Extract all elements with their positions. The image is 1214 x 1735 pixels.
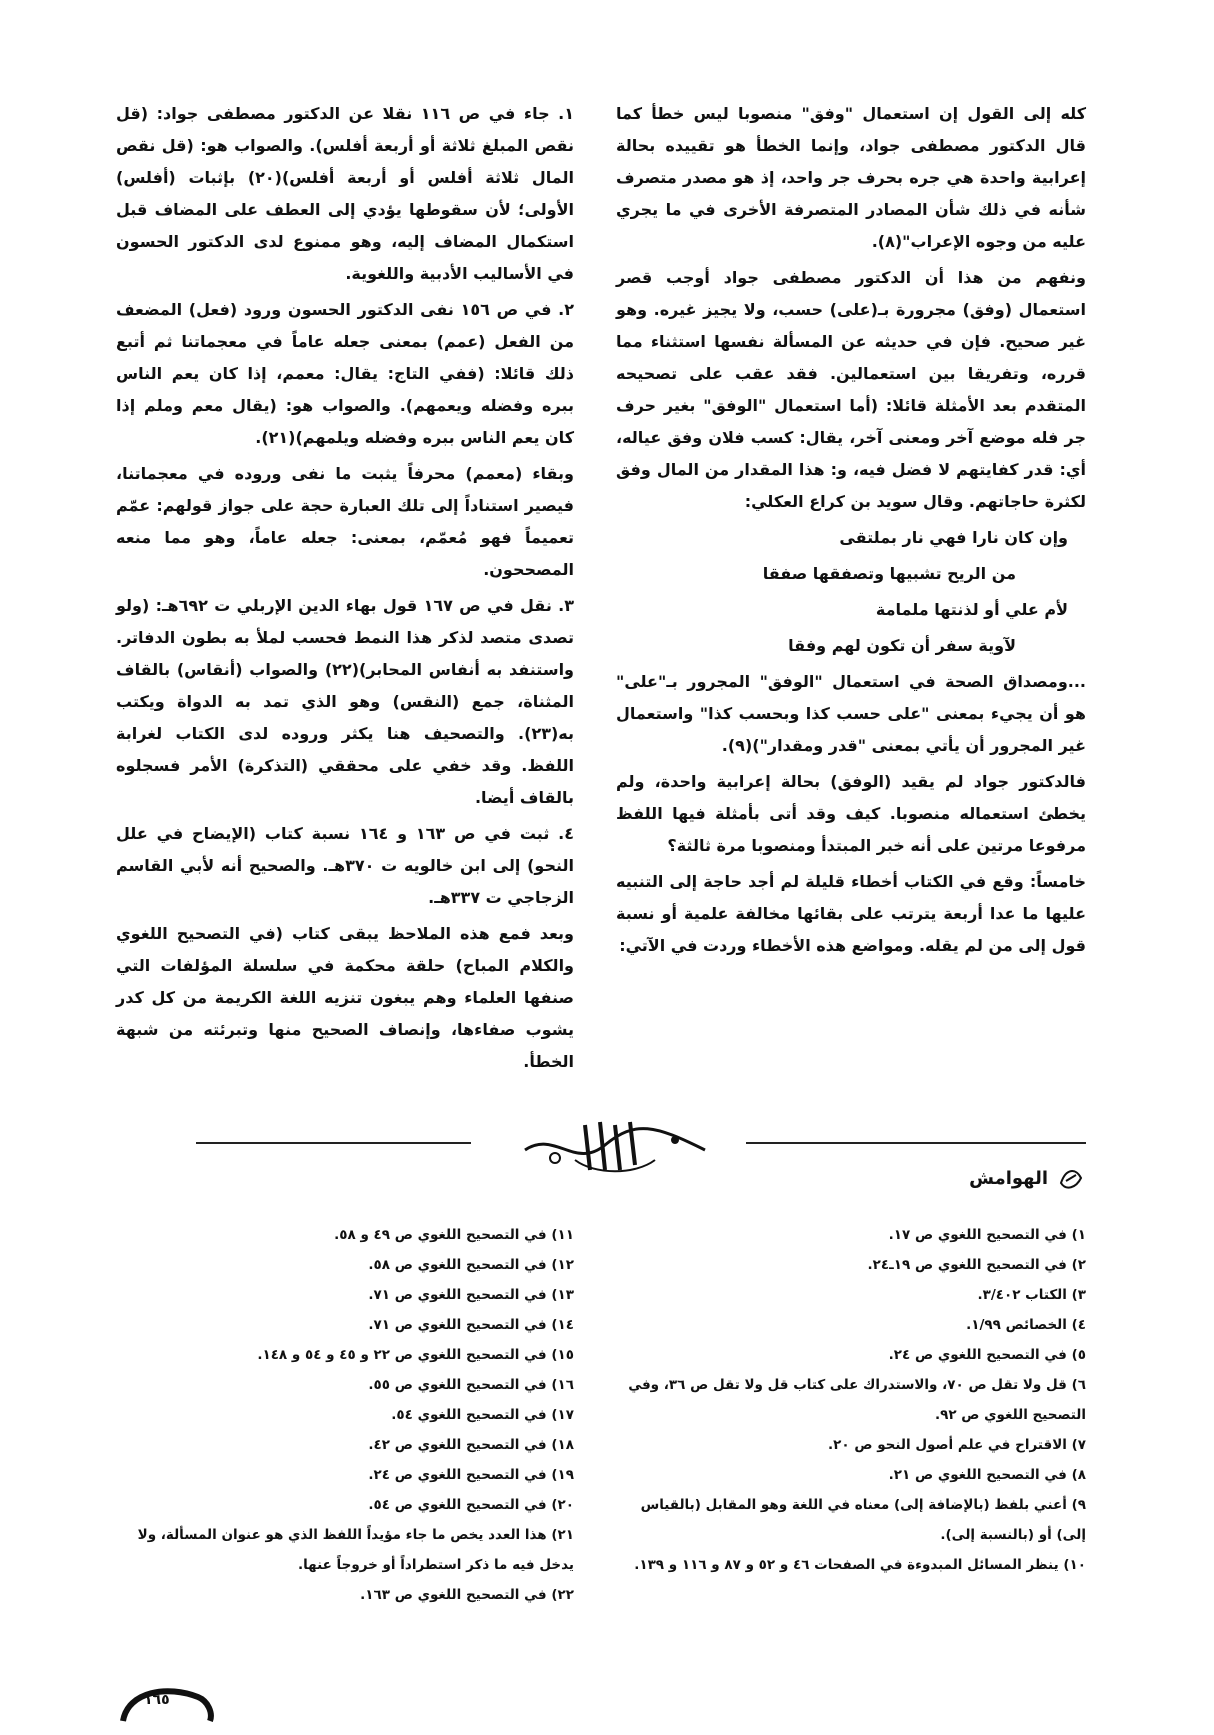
divider-line	[746, 1142, 1086, 1144]
footnote-item: ٨) في التصحيح اللغوي ص ٢١.	[888, 1467, 1086, 1483]
footnotes-list-left	[114, 1220, 574, 1610]
footnote-item: ٦) قل ولا تقل ص ٧٠، والاستدراك على كتاب قل ولا تقل ص ٣٦، وفي التصحيح اللغوي ص ٩٢.	[628, 1377, 1086, 1423]
paragraph: ٢. في ص ١٥٦ نفى الدكتور الحسون ورود (فعل) المضعف من الفعل (عمم) بمعنى جعله عاماً في معجماتنا ثم أتبع ذلك قائلا: (ففي التاج: يقال: معمم، إذا كان يعم الناس ببره وفضله ويعمهم). والصواب هو: (يقال معم وملم إذا كان يعم الناس ببره وفضله ويلمهم)(٢١).	[116, 300, 575, 447]
footnote-item: ٢٢) في التصحيح اللغوي ص ١٦٣.	[360, 1587, 574, 1603]
footnote-item: ١١) في التصحيح اللغوي ص ٤٩ و ٥٨.	[334, 1227, 574, 1243]
verse-line: من الريح تشبيها وتصفقها صفقا	[762, 564, 1016, 583]
footnote-item: ١٤) في التصحيح اللغوي ص ٧١.	[368, 1317, 574, 1333]
paragraph: وبعد فمع هذه الملاحظ يبقى كتاب (في التصحيح اللغوي والكلام المباح) حلقة محكمة في سلسلة المؤلفات التي صنفها العلماء وهم يبغون تنزيه اللغة الكريمة من كل كدر يشوب صفاءها، وإنصاف الصحيح منها وتبرئته من شبهة الخطأ.	[116, 924, 574, 1071]
page-number-text: ١٦٥	[144, 1692, 170, 1708]
footnotes-heading	[969, 1163, 1086, 1193]
footnotes-list-right	[616, 1220, 1086, 1580]
paragraph: خامساً: وقع في الكتاب أخطاء قليلة لم أجد حاجة إلى التنبيه عليها ما عدا أربعة يترتب على بقائها مخالفة علمية أو نسبة قول إلى من لم يقله. ومواضع هذه الأخطاء وردت في الآتي:	[616, 872, 1086, 955]
footnote-item: ٢) في التصحيح اللغوي ص ١٩ـ٢٤.	[867, 1257, 1086, 1273]
footnote-item: ٢١) هذا العدد يخص ما جاء مؤيداً اللفظ الذي هو عنوان المسألة، ولا يدخل فيه ما ذكر استطراداً أو خروجاً عنها.	[137, 1527, 574, 1573]
verse-line: لأم علي أو لذنتها ملمامة	[875, 600, 1068, 619]
paragraph: ونفهم من هذا أن الدكتور مصطفى جواد أوجب قصر استعمال (وفق) مجرورة بـ(على) حسب، ولا يجيز غيره. وهو غير صحيح. فإن في حديثه عن المسألة نفسها استثناء مما قرره، وتفريقا بين استعمالين. فقد عقب على تصحيحه المتقدم بعد الأمثلة قائلا: (أما استعمال "الوفق" بغير حرف جر فله موضع آخر ومعنى آخر، يقال: كسب فلان وفق عياله، أي: قدر كفايتهم لا فضل فيه، و: هذا المقدار من المال وفق لكثرة حاجاتهم. وقال سويد بن كراع العكلي:	[616, 268, 1086, 511]
calligraphic-ornament	[515, 1110, 715, 1180]
footnote-item: ٣) الكتاب ٣/٤٠٢.	[977, 1287, 1086, 1303]
footnote-item: ٢٠) في التصحيح اللغوي ص ٥٤.	[368, 1497, 574, 1513]
divider-line	[196, 1142, 471, 1144]
right-text-column	[616, 98, 1086, 966]
footnote-item: ١٨) في التصحيح اللغوي ص ٤٢.	[368, 1437, 574, 1453]
page-number	[118, 1683, 218, 1723]
paragraph: وبقاء (معمم) محرفاً يثبت ما نفى وروده في معجماتنا، فيصير استناداً إلى تلك العبارة حجة على جواز قولهم: عمّم تعميماً فهو مُعمّم، بمعنى: جعله عاماً، وهو مما منعه المصححون.	[116, 464, 574, 579]
verse-line: وإن كان نارا فهي نار بملتقى	[839, 528, 1068, 547]
paragraph: فالدكتور جواد لم يقيد (الوفق) بحالة إعرابية واحدة، ولم يخطئ استعماله منصوبا. كيف وقد أتى بأمثلة فيها اللفظ مرفوعا مرتين على أنه خبر المبتدأ ومنصوبا مرة ثالثة؟	[616, 772, 1086, 855]
footnote-item: ١٩) في التصحيح اللغوي ص ٢٤.	[368, 1467, 574, 1483]
footnote-item: ١٦) في التصحيح اللغوي ص ٥٥.	[368, 1377, 574, 1393]
footnote-item: ٩) أعني بلفظ (بالإضافة إلى) معناه في اللغة وهو المقابل (بالقياس إلى) أو (بالنسبة إلى).	[640, 1497, 1086, 1543]
verse-line: لآوية سفر أن تكون لهم وفقا	[788, 636, 1016, 655]
footnote-item: ١٣) في التصحيح اللغوي ص ٧١.	[368, 1287, 574, 1303]
ornament-icon	[1056, 1163, 1086, 1193]
footnotes-title: الهوامش	[969, 1167, 1048, 1189]
footnote-item: ١٠) ينظر المسائل المبدوءة في الصفحات ٤٦ و ٥٢ و ٨٧ و ١١٦ و ١٣٩.	[634, 1557, 1086, 1573]
footnote-item: ١٢) في التصحيح اللغوي ص ٥٨.	[368, 1257, 574, 1273]
paragraph: ٤. ثبت في ص ١٦٣ و ١٦٤ نسبة كتاب (الإيضاح في علل النحو) إلى ابن خالويه ت ٣٧٠هـ. والصحيح أنه لأبي القاسم الزجاجي ت ٣٣٧هـ.	[116, 824, 574, 907]
footnote-item: ١٥) في التصحيح اللغوي ص ٢٢ و ٤٥ و ٥٤ و ١٤٨.	[257, 1347, 574, 1363]
footnote-item: ٤) الخصائص ١/٩٩.	[966, 1317, 1086, 1333]
footnote-item: ١) في التصحيح اللغوي ص ١٧.	[888, 1227, 1086, 1243]
footnote-item: ١٧) في التصحيح اللغوي ٥٤.	[391, 1407, 574, 1423]
paragraph: ٣. نقل في ص ١٦٧ قول بهاء الدين الإربلي ت ٦٩٢هـ: (ولو تصدى متصد لذكر هذا النمط فحسب لملأ به بطون الدفاتر. واستنفد به أنفاس المحابر)(٢٢) والصواب (أنقاس) بالقاف المثناة، جمع (النقس) وهو الذي تمد به الدواة ويكتب به(٢٣). والتصحيف هنا يكثر وروده لدى الكتاب لغرابة اللفظ. وقد خفي على محققي (التذكرة) الأمر فسجلوه بالقاف أيضا.	[116, 596, 575, 807]
paragraph: كله إلى القول إن استعمال "وفق" منصوبا ليس خطأ كما قال الدكتور مصطفى جواد، وإنما الخطأ هو تقييده بحالة إعرابية واحدة هي جره بحرف جر واحد، إذ هو مصدر متصرف شأنه في ذلك شأن المصادر المتصرفة الأخرى في ما يجري عليه من وجوه الإعراب"(٨).	[616, 104, 1086, 251]
left-text-column	[116, 98, 574, 1082]
footnote-item: ٥) في التصحيح اللغوي ص ٢٤.	[888, 1347, 1086, 1363]
paragraph: ١. جاء في ص ١١٦ نقلا عن الدكتور مصطفى جواد: (قل نقص المبلغ ثلاثة أو أربعة أفلس). والصواب هو: (قل نقص المال ثلاثة أفلس أو أربعة أفلس)(٢٠) بإثبات (أفلس) الأولى؛ لأن سقوطها يؤدي إلى العطف على المضاف قبل استكمال المضاف إليه، وهو ممنوع لدى الدكتور الحسون في الأساليب الأدبية واللغوية.	[116, 104, 575, 283]
footnote-item: ٧) الاقتراح في علم أصول النحو ص ٢٠.	[828, 1437, 1086, 1453]
paragraph: ...ومصداق الصحة في استعمال "الوفق" المجرور بـ"على" هو أن يجيء بمعنى "على حسب كذا وبحسب كذا" واستعمال غير المجرور أن يأتي بمعنى "قدر ومقدار")(٩).	[616, 672, 1086, 755]
